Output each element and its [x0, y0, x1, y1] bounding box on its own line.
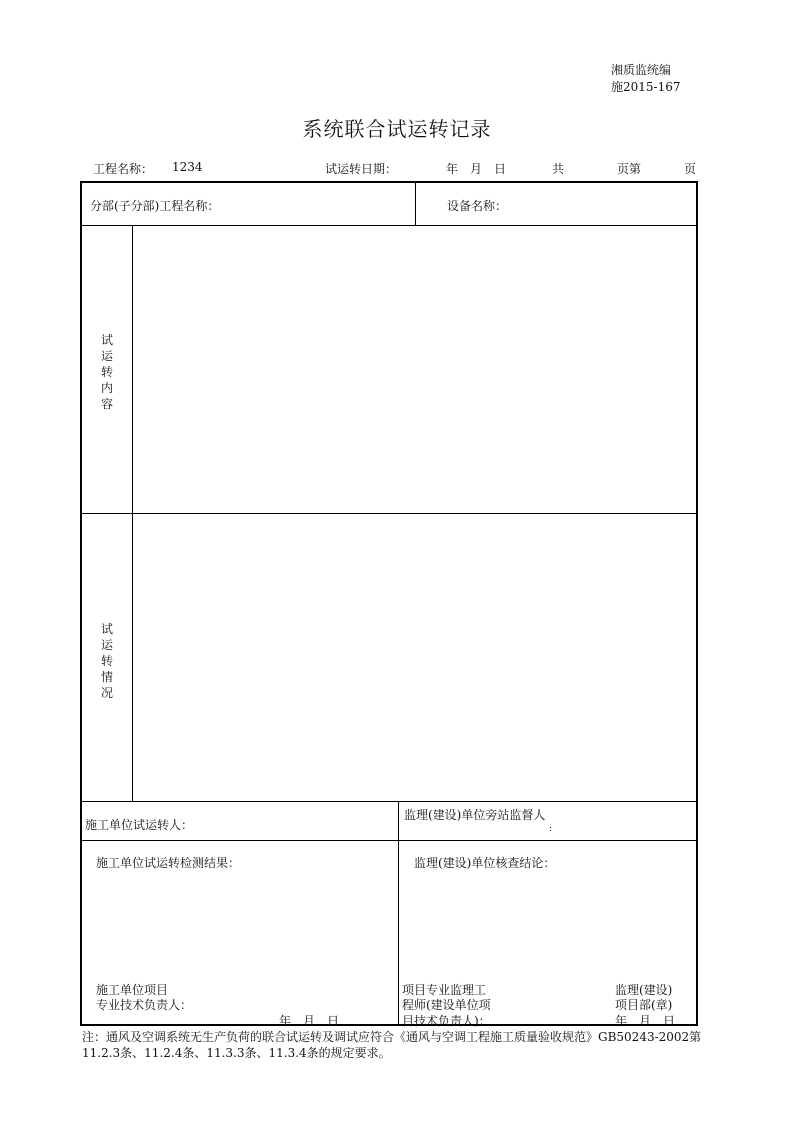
supervisor-sign-line1: 项目专业监理工 — [402, 983, 487, 997]
test-situation-label: 试运转情况 — [100, 622, 113, 700]
test-situation-field[interactable] — [134, 515, 697, 800]
constructor-operator-label: 施工单位试运转人： — [85, 818, 194, 832]
test-content-field[interactable] — [134, 227, 697, 512]
supervisor-sign-line2: 程师(建设单位项 — [402, 998, 491, 1012]
supervisor-dept-line1: 监理(建设) — [615, 983, 673, 997]
footnote: 注：通风及空调系统无生产负荷的联合试运转及调试应符合《通风与空调工程施工质量验收规范》GB50243-2002第11.2.3条、11.2.4条、11.3.3条、11.3.4条的规定要求。 — [82, 1030, 702, 1060]
project-name-value[interactable]: 1234 — [172, 160, 203, 174]
supervisor-dept-line2: 项目部(章) — [615, 998, 673, 1012]
column-divider — [132, 225, 133, 801]
row-divider — [80, 840, 698, 841]
total-pages-label: 共 — [552, 162, 565, 176]
project-name-label: 工程名称： — [93, 162, 154, 176]
supervisor-conclusion-label: 监理(建设)单位核查结论： — [414, 856, 556, 870]
test-date-label: 试运转日期： — [325, 162, 398, 176]
constructor-sign-date: 年 月 日 — [279, 1014, 340, 1028]
page-title: 系统联合试运转记录 — [302, 117, 492, 141]
supervisor-witness-colon: : — [549, 824, 553, 834]
column-divider — [415, 181, 416, 225]
page-number-label: 页第 — [617, 162, 642, 176]
constructor-sign-line1: 施工单位项目 — [96, 983, 169, 997]
test-date-fields[interactable]: 年 月 日 — [446, 162, 507, 176]
form-code — [611, 62, 681, 96]
equipment-label: 设备名称： — [447, 199, 508, 213]
row-divider — [80, 513, 698, 514]
supervisor-sign-line3: 目技术负责人)： — [402, 1014, 491, 1028]
test-content-label: 试运转内容 — [100, 333, 113, 411]
subproject-label: 分部(子分部)工程名称： — [90, 199, 220, 213]
constructor-result-label: 施工单位试运转检测结果： — [96, 856, 241, 870]
column-divider — [398, 801, 399, 1026]
row-divider — [80, 225, 698, 226]
supervisor-sign-date: 年 月 日 — [615, 1014, 676, 1028]
constructor-sign-line2: 专业技术负责人： — [96, 998, 193, 1012]
row-divider — [80, 801, 698, 802]
form-code-line2: 施2015-167 — [611, 80, 681, 94]
page-suffix-label: 页 — [684, 162, 697, 176]
supervisor-witness-label: 监理(建设)单位旁站监督人 — [404, 808, 546, 822]
form-code-line1: 湘质监统编 — [611, 63, 672, 77]
